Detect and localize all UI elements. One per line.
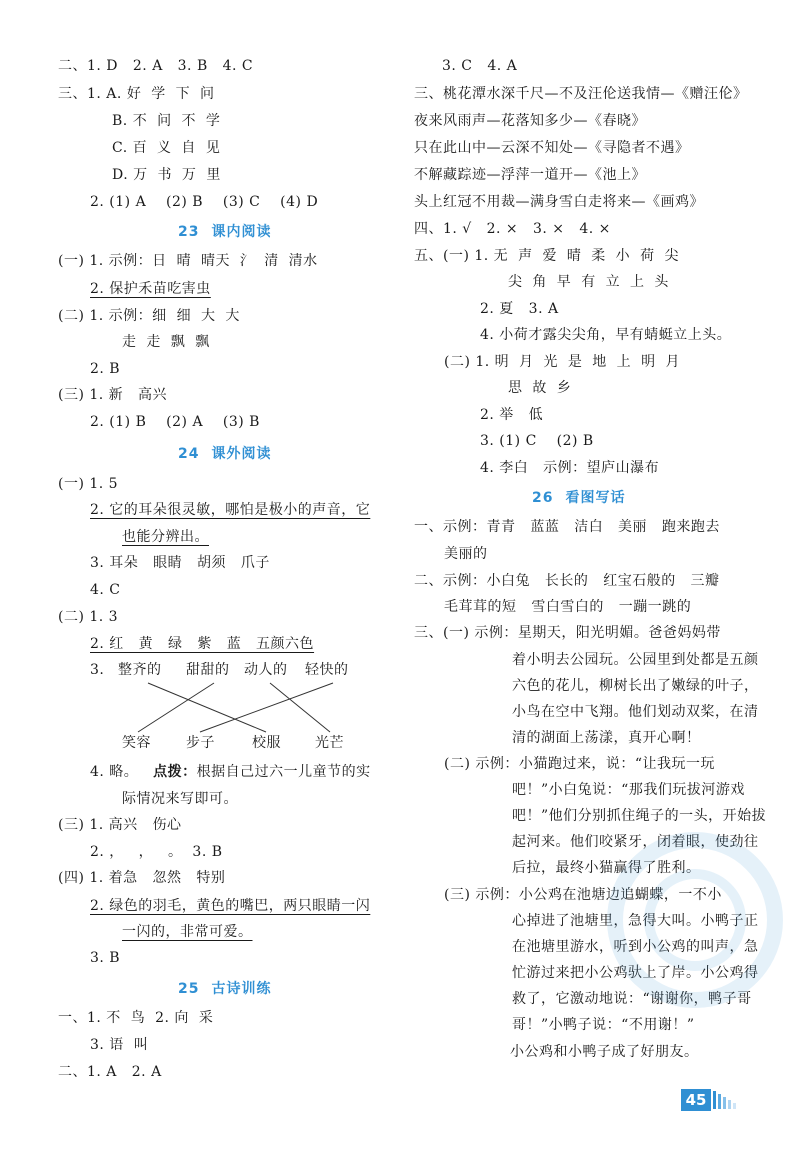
answer-line: 救了，它激动地说：“谢谢你，鸭子哥 (512, 991, 752, 1007)
answer-line: D. 万 书 万 里 (112, 167, 221, 183)
answer-line: 二、示例：小白兔 长长的 红宝石般的 三瓣 (414, 573, 720, 589)
answer-line: 3. (1) C (2) B (480, 433, 594, 449)
section-heading-26: 26 看图写话 (532, 490, 626, 506)
answer-line: 三、1. A. 好 学 下 问 (58, 86, 215, 102)
answer-line: 3. B (90, 950, 121, 966)
answer-line: 头上红冠不用裁—满身雪白走将来—《画鸡》 (414, 194, 704, 210)
answer-line: 六色的花儿，柳树长出了嫩绿的叶子， (512, 678, 759, 694)
answer-line: 4. C (90, 582, 121, 598)
answer-line: 忙游过来把小公鸡驮上了岸。小公鸡得 (512, 965, 759, 981)
answer-line: 4. 李白 示例：望庐山瀑布 (480, 460, 660, 476)
answer-line: 二、1. D 2. A 3. B 4. C (58, 58, 254, 74)
answer-line: 夜来风雨声—花落知多少—《春晓》 (414, 113, 646, 129)
answer-line: 也能分辨出。 (122, 529, 209, 545)
answer-line: 小鸟在空中飞翔。他们划动双桨，在清 (512, 704, 759, 720)
match-word-top: 甜甜的 (186, 662, 230, 678)
tip-label: 点拨： (153, 764, 197, 780)
answer-line: 4. 略。 点拨：根据自己过六一儿童节的实 (90, 764, 371, 780)
answer-line: 哥！”小鸭子说：“不用谢！” (512, 1017, 695, 1033)
match-line (270, 683, 330, 732)
answer-line: 毛茸茸的短 雪白雪白的 一蹦一跳的 (444, 599, 692, 615)
watermark-logo-icon (600, 770, 790, 1070)
section-heading-23: 23 课内阅读 (178, 224, 272, 240)
match-word-bottom: 校服 (252, 735, 281, 751)
answer-line: (二) 示例：小猫跑过来，说：“让我玩一玩 (444, 756, 716, 772)
answer-line: (一) 1. 示例：日 晴 晴天 氵 清 清水 (58, 253, 318, 269)
answer-line: 美丽的 (444, 546, 488, 562)
answer-line: 一、1. 不 鸟 2. 向 采 (58, 1010, 214, 1026)
answer-line: 2. 红 黄 绿 紫 蓝 五颜六色 (90, 636, 315, 652)
answer-line: 2. (1) A (2) B (3) C (4) D (90, 194, 319, 210)
answer-line: (三) 示例：小公鸡在池塘边追蝴蝶，一不小 (444, 887, 722, 903)
answer-line: C. 百 义 自 见 (112, 140, 221, 156)
answer-line: 3. C 4. A (442, 58, 518, 74)
answer-line: 着小明去公园玩。公园里到处都是五颜 (512, 652, 759, 668)
answer-line: 思 故 乡 (508, 380, 572, 396)
answer-line: 吧！”小白兔说：“那我们玩拔河游戏 (512, 782, 745, 798)
section-heading-25: 25 古诗训练 (178, 981, 272, 997)
match-word-bottom: 步子 (186, 735, 215, 751)
answer-line: 后拉，最终小猫赢得了胜利。 (512, 860, 701, 876)
answer-line: (二) 1. 3 (58, 609, 119, 625)
answer-line: (一) 1. 5 (58, 476, 119, 492)
matching-lines (0, 0, 400, 760)
match-line (200, 683, 333, 732)
answer-line: 2. 保护禾苗吃害虫 (90, 281, 211, 297)
answer-line: 2. 绿色的羽毛，黄色的嘴巴，两只眼睛一闪 (90, 898, 371, 914)
answer-line: 四、1. √ 2. × 3. × 4. × (414, 221, 611, 237)
match-word-top: 动人的 (244, 662, 288, 678)
answer-line: 尖 角 早 有 立 上 头 (508, 274, 669, 290)
match-line (138, 683, 214, 732)
section-heading-24: 24 课外阅读 (178, 446, 272, 462)
answer-line: 3. 耳朵 眼睛 胡须 爪子 (90, 555, 270, 571)
answer-line: (三) 1. 新 高兴 (58, 387, 168, 403)
match-word-bottom: 光芒 (315, 735, 344, 751)
answer-line: (二) 1. 示例：细 细 大 大 (58, 308, 240, 324)
answer-line: 2. 它的耳朵很灵敏，哪怕是极小的声音，它 (90, 502, 371, 518)
answer-line: 只在此山中—云深不知处—《寻隐者不遇》 (414, 140, 690, 156)
answer-line: 清的湖面上荡漾，真开心啊！ (512, 730, 701, 746)
answer-line: 4. 小荷才露尖尖角，早有蜻蜓立上头。 (480, 327, 732, 343)
answer-line: 小公鸡和小鸭子成了好朋友。 (510, 1044, 699, 1060)
page-number-decoration-icon (713, 1089, 743, 1111)
answer-line: 三、桃花潭水深千尺—不及汪伦送我情—《赠汪伦》 (414, 86, 748, 102)
match-word-bottom: 笑容 (122, 735, 151, 751)
page-number: 45 (681, 1089, 711, 1111)
answer-line: (四) 1. 着急 忽然 特别 (58, 870, 226, 886)
answer-line: 2. (1) B (2) A (3) B (90, 414, 260, 430)
answer-line: 一闪的，非常可爱。 (122, 924, 253, 940)
answer-line: 2. ， ， 。 3. B (90, 844, 223, 860)
answer-line: 在池塘里游水，听到小公鸡的叫声，急 (512, 939, 759, 955)
match-word-top: 轻快的 (305, 662, 349, 678)
answer-line: 2. B (90, 361, 121, 377)
answer-line: 三、(一) 示例：星期天，阳光明媚。爸爸妈妈带 (414, 625, 721, 641)
answer-line: 2. 举 低 (480, 407, 544, 423)
answer-line: 五、(一) 1. 无 声 爱 晴 柔 小 荷 尖 (414, 248, 679, 264)
answer-line: 走 走 飘 飘 (122, 334, 210, 350)
match-line (148, 683, 266, 732)
answer-line: 3. (90, 662, 105, 678)
answer-line: 心掉进了池塘里，急得大叫。小鸭子正 (512, 913, 759, 929)
answer-line: 际情况来写即可。 (122, 791, 238, 807)
answer-line: 一、示例：青青 蓝蓝 洁白 美丽 跑来跑去 (414, 519, 720, 535)
answer-line: (三) 1. 高兴 伤心 (58, 817, 182, 833)
answer-line: 3. 语 叫 (90, 1037, 149, 1053)
answer-line: 起河来。他们咬紧牙，闭着眼，使劲往 (512, 834, 759, 850)
answer-line: 吧！”他们分别抓住绳子的一头，开始拔 (512, 808, 767, 824)
answer-line: B. 不 问 不 学 (112, 113, 221, 129)
answer-line: (二) 1. 明 月 光 是 地 上 明 月 (444, 354, 680, 370)
answer-line: 二、1. A 2. A (58, 1064, 162, 1080)
answer-line: 不解藏踪迹—浮萍一道开—《池上》 (414, 167, 646, 183)
match-word-top: 整齐的 (118, 662, 162, 678)
answer-line: 2. 夏 3. A (480, 301, 559, 317)
